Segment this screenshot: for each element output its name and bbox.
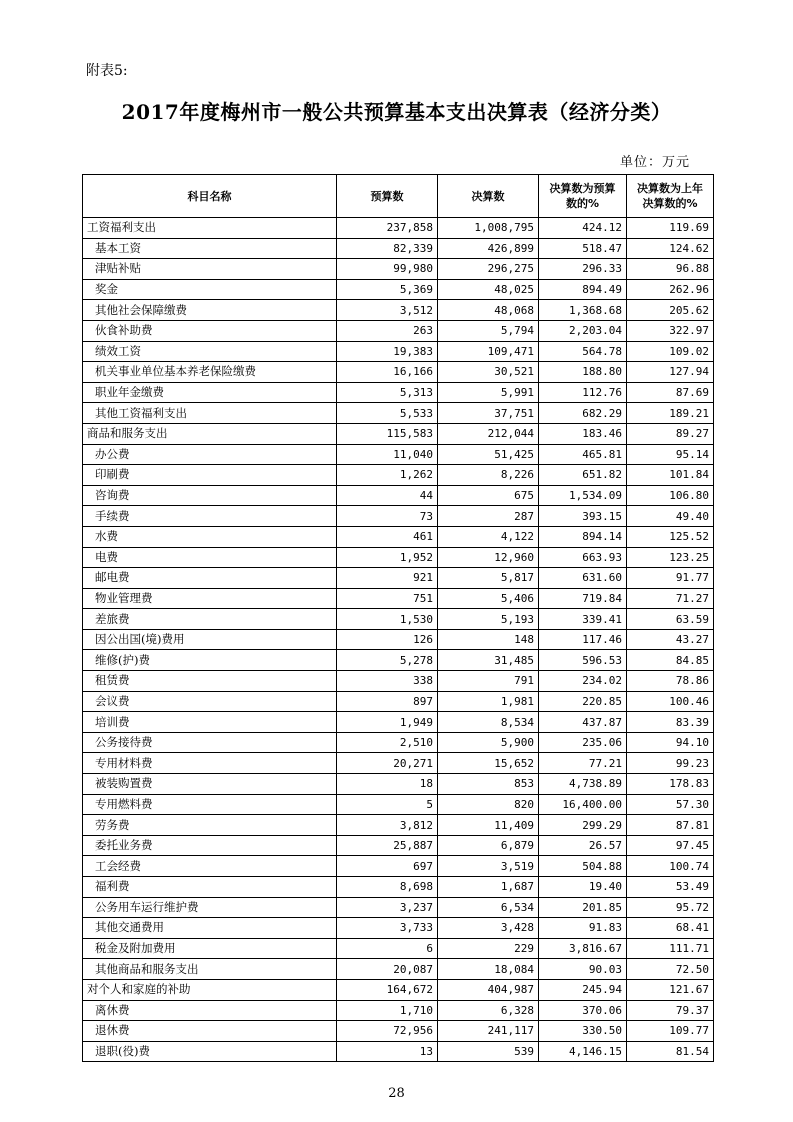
row-name: 印刷费 [83, 465, 337, 486]
row-name: 因公出国(境)费用 [83, 629, 337, 650]
row-actual: 287 [438, 506, 539, 527]
row-budget: 19,383 [337, 341, 438, 362]
row-actual: 4,122 [438, 526, 539, 547]
row-budget: 5,369 [337, 279, 438, 300]
row-pct-last-year: 84.85 [627, 650, 714, 671]
row-actual: 791 [438, 671, 539, 692]
row-budget: 1,710 [337, 1000, 438, 1021]
table-row [83, 856, 714, 877]
row-pct-last-year: 109.02 [627, 341, 714, 362]
row-pct-budget: 117.46 [539, 629, 627, 650]
row-pct-budget: 90.03 [539, 959, 627, 980]
row-budget: 99,980 [337, 259, 438, 280]
row-name: 其他社会保障缴费 [83, 300, 337, 321]
row-budget: 5 [337, 794, 438, 815]
row-name: 办公费 [83, 444, 337, 465]
row-pct-last-year: 96.88 [627, 259, 714, 280]
table-row [83, 506, 714, 527]
row-pct-last-year: 100.46 [627, 691, 714, 712]
page-title: 2017年度梅州市一般公共预算基本支出决算表（经济分类） [121, 100, 672, 124]
table-row [83, 444, 714, 465]
row-pct-budget: 296.33 [539, 259, 627, 280]
row-actual: 426,899 [438, 238, 539, 259]
row-budget: 164,672 [337, 979, 438, 1000]
row-name: 商品和服务支出 [83, 423, 337, 444]
row-actual: 37,751 [438, 403, 539, 424]
row-budget: 82,339 [337, 238, 438, 259]
table-row [83, 279, 714, 300]
row-pct-budget: 437.87 [539, 712, 627, 733]
header-pct-last-line2: 决算数的% [642, 197, 698, 210]
row-budget: 20,271 [337, 753, 438, 774]
row-budget: 8,698 [337, 877, 438, 898]
row-pct-last-year: 99.23 [627, 753, 714, 774]
row-budget: 3,237 [337, 897, 438, 918]
row-pct-last-year: 119.69 [627, 218, 714, 239]
row-pct-budget: 245.94 [539, 979, 627, 1000]
row-pct-budget: 631.60 [539, 568, 627, 589]
row-actual: 296,275 [438, 259, 539, 280]
row-name: 其他商品和服务支出 [83, 959, 337, 980]
row-budget: 263 [337, 320, 438, 341]
row-pct-last-year: 94.10 [627, 732, 714, 753]
table-row [83, 547, 714, 568]
row-budget: 697 [337, 856, 438, 877]
row-actual: 853 [438, 774, 539, 795]
row-pct-budget: 235.06 [539, 732, 627, 753]
row-pct-budget: 16,400.00 [539, 794, 627, 815]
row-actual: 6,534 [438, 897, 539, 918]
row-name: 培训费 [83, 712, 337, 733]
row-actual: 5,991 [438, 382, 539, 403]
row-name: 公务接待费 [83, 732, 337, 753]
row-pct-last-year: 91.77 [627, 568, 714, 589]
header-pct-last-line1: 决算数为上年 [637, 182, 703, 195]
row-name: 其他交通费用 [83, 918, 337, 939]
row-budget: 1,262 [337, 465, 438, 486]
row-pct-last-year: 87.69 [627, 382, 714, 403]
row-name: 离休费 [83, 1000, 337, 1021]
row-pct-last-year: 125.52 [627, 526, 714, 547]
row-pct-budget: 330.50 [539, 1021, 627, 1042]
row-pct-last-year: 189.21 [627, 403, 714, 424]
row-name: 水费 [83, 526, 337, 547]
row-pct-last-year: 97.45 [627, 835, 714, 856]
table-row [83, 938, 714, 959]
table-row [83, 815, 714, 836]
table-row [83, 609, 714, 630]
row-budget: 338 [337, 671, 438, 692]
table-row [83, 526, 714, 547]
row-budget: 44 [337, 485, 438, 506]
row-actual: 5,900 [438, 732, 539, 753]
row-name: 机关事业单位基本养老保险缴费 [83, 362, 337, 383]
row-budget: 2,510 [337, 732, 438, 753]
row-pct-last-year: 43.27 [627, 629, 714, 650]
row-actual: 6,328 [438, 1000, 539, 1021]
table-row [83, 691, 714, 712]
row-actual: 1,008,795 [438, 218, 539, 239]
row-actual: 48,025 [438, 279, 539, 300]
row-actual: 241,117 [438, 1021, 539, 1042]
row-pct-budget: 91.83 [539, 918, 627, 939]
row-pct-last-year: 100.74 [627, 856, 714, 877]
row-budget: 25,887 [337, 835, 438, 856]
row-budget: 1,952 [337, 547, 438, 568]
row-pct-budget: 651.82 [539, 465, 627, 486]
row-pct-last-year: 71.27 [627, 588, 714, 609]
row-actual: 18,084 [438, 959, 539, 980]
row-pct-last-year: 89.27 [627, 423, 714, 444]
row-pct-last-year: 53.49 [627, 877, 714, 898]
row-actual: 820 [438, 794, 539, 815]
row-name: 手续费 [83, 506, 337, 527]
row-actual: 148 [438, 629, 539, 650]
row-pct-last-year: 68.41 [627, 918, 714, 939]
row-actual: 12,960 [438, 547, 539, 568]
row-name: 工会经费 [83, 856, 337, 877]
table-row [83, 629, 714, 650]
table-row [83, 774, 714, 795]
row-name: 伙食补助费 [83, 320, 337, 341]
row-budget: 3,733 [337, 918, 438, 939]
table-row [83, 320, 714, 341]
row-actual: 11,409 [438, 815, 539, 836]
table-row [83, 465, 714, 486]
row-pct-budget: 19.40 [539, 877, 627, 898]
row-pct-last-year: 178.83 [627, 774, 714, 795]
row-budget: 18 [337, 774, 438, 795]
row-name: 职业年金缴费 [83, 382, 337, 403]
row-pct-budget: 894.49 [539, 279, 627, 300]
row-pct-budget: 234.02 [539, 671, 627, 692]
row-name: 物业管理费 [83, 588, 337, 609]
header-pct-budget-line2: 数的% [565, 197, 600, 210]
table-row [83, 959, 714, 980]
row-budget: 72,956 [337, 1021, 438, 1042]
table-row [83, 712, 714, 733]
row-pct-last-year: 109.77 [627, 1021, 714, 1042]
row-budget: 897 [337, 691, 438, 712]
row-pct-last-year: 262.96 [627, 279, 714, 300]
header-item-name: 科目名称 [83, 175, 337, 218]
row-budget: 13 [337, 1041, 438, 1062]
row-name: 邮电费 [83, 568, 337, 589]
row-budget: 237,858 [337, 218, 438, 239]
table-row [83, 238, 714, 259]
row-actual: 8,226 [438, 465, 539, 486]
row-budget: 126 [337, 629, 438, 650]
row-pct-budget: 894.14 [539, 526, 627, 547]
row-pct-budget: 3,816.67 [539, 938, 627, 959]
row-pct-budget: 393.15 [539, 506, 627, 527]
row-actual: 3,428 [438, 918, 539, 939]
header-pct-last-year [627, 175, 714, 218]
row-name: 租赁费 [83, 671, 337, 692]
row-name: 维修(护)费 [83, 650, 337, 671]
row-actual: 5,817 [438, 568, 539, 589]
row-pct-budget: 201.85 [539, 897, 627, 918]
row-actual: 229 [438, 938, 539, 959]
table-row [83, 897, 714, 918]
row-name: 奖金 [83, 279, 337, 300]
row-pct-budget: 299.29 [539, 815, 627, 836]
row-budget: 3,512 [337, 300, 438, 321]
row-name: 委托业务费 [83, 835, 337, 856]
row-pct-budget: 518.47 [539, 238, 627, 259]
row-pct-budget: 188.80 [539, 362, 627, 383]
row-budget: 1,949 [337, 712, 438, 733]
row-pct-last-year: 95.72 [627, 897, 714, 918]
attachment-label: 附表5: [86, 63, 128, 79]
row-actual: 1,687 [438, 877, 539, 898]
row-pct-budget: 112.76 [539, 382, 627, 403]
row-actual: 212,044 [438, 423, 539, 444]
row-name: 退职(役)费 [83, 1041, 337, 1062]
row-actual: 8,534 [438, 712, 539, 733]
row-pct-last-year: 127.94 [627, 362, 714, 383]
row-pct-last-year: 79.37 [627, 1000, 714, 1021]
row-name: 电费 [83, 547, 337, 568]
row-budget: 921 [337, 568, 438, 589]
row-budget: 115,583 [337, 423, 438, 444]
row-pct-last-year: 121.67 [627, 979, 714, 1000]
row-actual: 5,406 [438, 588, 539, 609]
row-actual: 109,471 [438, 341, 539, 362]
row-actual: 5,794 [438, 320, 539, 341]
row-pct-budget: 504.88 [539, 856, 627, 877]
row-pct-last-year: 78.86 [627, 671, 714, 692]
row-pct-budget: 596.53 [539, 650, 627, 671]
table-row [83, 362, 714, 383]
table-row [83, 753, 714, 774]
header-pct-budget-line1: 决算数为预算 [549, 182, 616, 195]
row-name: 津贴补贴 [83, 259, 337, 280]
row-budget: 5,278 [337, 650, 438, 671]
row-pct-budget: 719.84 [539, 588, 627, 609]
row-actual: 15,652 [438, 753, 539, 774]
row-actual: 48,068 [438, 300, 539, 321]
row-name: 其他工资福利支出 [83, 403, 337, 424]
row-name: 劳务费 [83, 815, 337, 836]
row-actual: 404,987 [438, 979, 539, 1000]
row-budget: 5,533 [337, 403, 438, 424]
row-pct-last-year: 205.62 [627, 300, 714, 321]
row-pct-budget: 682.29 [539, 403, 627, 424]
row-actual: 31,485 [438, 650, 539, 671]
table-row [83, 403, 714, 424]
row-budget: 1,530 [337, 609, 438, 630]
table-row [83, 259, 714, 280]
row-name: 专用材料费 [83, 753, 337, 774]
row-budget: 6 [337, 938, 438, 959]
row-pct-last-year: 49.40 [627, 506, 714, 527]
table-row [83, 588, 714, 609]
row-pct-budget: 370.06 [539, 1000, 627, 1021]
table-row [83, 835, 714, 856]
row-name: 咨询费 [83, 485, 337, 506]
row-pct-last-year: 101.84 [627, 465, 714, 486]
row-actual: 3,519 [438, 856, 539, 877]
row-pct-last-year: 87.81 [627, 815, 714, 836]
row-name: 对个人和家庭的补助 [83, 979, 337, 1000]
row-pct-last-year: 83.39 [627, 712, 714, 733]
table-row [83, 650, 714, 671]
row-name: 工资福利支出 [83, 218, 337, 239]
row-name: 税金及附加费用 [83, 938, 337, 959]
row-name: 专用燃料费 [83, 794, 337, 815]
row-budget: 20,087 [337, 959, 438, 980]
table-row [83, 423, 714, 444]
row-name: 福利费 [83, 877, 337, 898]
row-actual: 1,981 [438, 691, 539, 712]
table-row [83, 1041, 714, 1062]
row-budget: 5,313 [337, 382, 438, 403]
row-pct-last-year: 95.14 [627, 444, 714, 465]
row-pct-last-year: 81.54 [627, 1041, 714, 1062]
page-number: 28 [388, 1086, 405, 1101]
row-pct-last-year: 63.59 [627, 609, 714, 630]
row-name: 公务用车运行维护费 [83, 897, 337, 918]
row-pct-budget: 424.12 [539, 218, 627, 239]
row-actual: 30,521 [438, 362, 539, 383]
table-row [83, 671, 714, 692]
table-row [83, 568, 714, 589]
header-actual: 决算数 [438, 175, 539, 218]
table-row [83, 732, 714, 753]
row-pct-budget: 564.78 [539, 341, 627, 362]
row-name: 退休费 [83, 1021, 337, 1042]
row-pct-last-year: 111.71 [627, 938, 714, 959]
header-pct-budget [539, 175, 627, 218]
table-header-row [83, 175, 714, 218]
row-pct-budget: 77.21 [539, 753, 627, 774]
row-pct-budget: 465.81 [539, 444, 627, 465]
table-row [83, 300, 714, 321]
table-row [83, 382, 714, 403]
table-row [83, 1000, 714, 1021]
row-actual: 539 [438, 1041, 539, 1062]
row-actual: 6,879 [438, 835, 539, 856]
row-pct-budget: 183.46 [539, 423, 627, 444]
row-pct-budget: 4,146.15 [539, 1041, 627, 1062]
row-name: 会议费 [83, 691, 337, 712]
row-budget: 73 [337, 506, 438, 527]
row-pct-budget: 1,534.09 [539, 485, 627, 506]
table-row [83, 341, 714, 362]
unit-label: 单位：万元 [620, 155, 691, 170]
header-budget: 预算数 [337, 175, 438, 218]
row-actual: 51,425 [438, 444, 539, 465]
row-pct-budget: 339.41 [539, 609, 627, 630]
row-name: 基本工资 [83, 238, 337, 259]
table-body [83, 218, 714, 1062]
table-row [83, 218, 714, 239]
row-pct-last-year: 72.50 [627, 959, 714, 980]
table-row [83, 877, 714, 898]
row-pct-budget: 26.57 [539, 835, 627, 856]
row-actual: 5,193 [438, 609, 539, 630]
row-pct-last-year: 124.62 [627, 238, 714, 259]
row-pct-budget: 663.93 [539, 547, 627, 568]
table-row [83, 979, 714, 1000]
row-name: 差旅费 [83, 609, 337, 630]
row-pct-budget: 1,368.68 [539, 300, 627, 321]
table-row [83, 1021, 714, 1042]
row-budget: 461 [337, 526, 438, 547]
row-budget: 16,166 [337, 362, 438, 383]
table-row [83, 794, 714, 815]
row-pct-budget: 2,203.04 [539, 320, 627, 341]
row-pct-last-year: 123.25 [627, 547, 714, 568]
row-name: 绩效工资 [83, 341, 337, 362]
row-name: 被装购置费 [83, 774, 337, 795]
row-pct-last-year: 57.30 [627, 794, 714, 815]
row-pct-budget: 4,738.89 [539, 774, 627, 795]
table-row [83, 918, 714, 939]
row-budget: 11,040 [337, 444, 438, 465]
row-budget: 3,812 [337, 815, 438, 836]
row-pct-last-year: 322.97 [627, 320, 714, 341]
row-budget: 751 [337, 588, 438, 609]
row-pct-budget: 220.85 [539, 691, 627, 712]
budget-table [82, 174, 714, 1062]
row-actual: 675 [438, 485, 539, 506]
table-row [83, 485, 714, 506]
row-pct-last-year: 106.80 [627, 485, 714, 506]
